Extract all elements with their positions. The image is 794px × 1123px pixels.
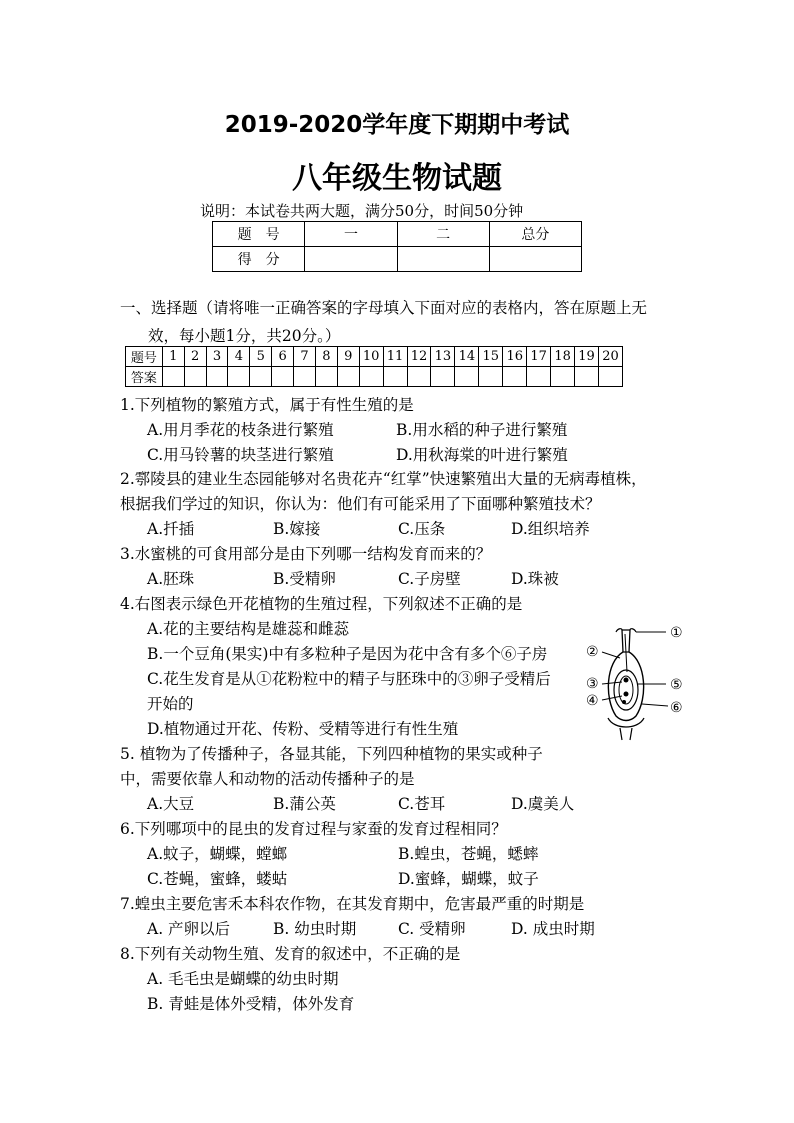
answer-cell[interactable] <box>294 367 316 387</box>
answer-cell[interactable] <box>407 367 431 387</box>
answer-cell[interactable] <box>315 367 337 387</box>
q5-option-a: A.大豆 <box>147 795 195 813</box>
q3-option-d: D.珠被 <box>511 570 559 588</box>
q5-option-c: C.苍耳 <box>398 795 446 813</box>
q4-option-c-line1: C.花生发育是从①花粉粒中的精子与胚珠中的③卵子受精后 <box>147 670 551 688</box>
q5-option-d: D.虞美人 <box>511 795 575 813</box>
answer-table-number: 1 <box>162 347 184 367</box>
answer-table-number: 6 <box>272 347 294 367</box>
q7-option-a: A. 产卵以后 <box>147 920 231 938</box>
q2-option-c: C.压条 <box>398 520 446 538</box>
q2-option-d: D.组织培养 <box>511 520 590 538</box>
q4-option-a: A.花的主要结构是雄蕊和雌蕊 <box>147 620 350 638</box>
answer-table-number: 11 <box>383 347 407 367</box>
q4-option-d: D.植物通过开花、传粉、受精等进行有性生殖 <box>147 720 459 738</box>
answer-table-number: 7 <box>294 347 316 367</box>
q3-option-a: A.胚珠 <box>147 570 195 588</box>
answer-table-number: 14 <box>455 347 479 367</box>
q4-option-b: B.一个豆角(果实)中有多粒种子是因为花中含有多个⑥子房 <box>147 645 548 663</box>
q1-option-c: C.用马铃薯的块茎进行繁殖 <box>147 446 334 464</box>
q3-stem: 3.水蜜桃的可食用部分是由下列哪一结构发育而来的？ <box>120 545 492 563</box>
answer-table <box>125 346 623 387</box>
section-heading-line2: 效，每小题1分，共20分。） <box>148 327 341 345</box>
section-heading-line1: 一、选择题（请将唯一正确答案的字母填入下面对应的表格内，答在原题上无 <box>120 299 648 317</box>
score-header-label: 题 号 <box>213 222 305 247</box>
answer-table-number: 13 <box>431 347 455 367</box>
answer-cell[interactable] <box>228 367 250 387</box>
q7-option-c: C. 受精卵 <box>398 920 466 938</box>
q6-option-b: B.蝗虫，苍蝇，蟋蟀 <box>398 845 539 863</box>
score-header-part1: 一 <box>305 222 397 247</box>
q4-option-c-line2: 开始的 <box>147 695 194 713</box>
answer-cell[interactable] <box>184 367 206 387</box>
answer-table-number: 18 <box>551 347 575 367</box>
score-header-total: 总分 <box>489 222 581 247</box>
q2-option-b: B.嫁接 <box>273 520 321 538</box>
answer-table-q-label: 题号 <box>126 347 163 367</box>
answer-table-number: 10 <box>359 347 383 367</box>
q8-option-a: A. 毛毛虫是蝴蝶的幼虫时期 <box>147 970 339 988</box>
answer-cell[interactable] <box>479 367 503 387</box>
exam-instructions: 说明：本试卷共两大题，满分50分，时间50分钟 <box>200 202 524 220</box>
score-cell[interactable] <box>397 247 489 272</box>
score-table <box>212 221 582 272</box>
q5-stem-line1: 5. 植物为了传播种子，各显其能，下列四种植物的果实或种子 <box>120 745 543 763</box>
answer-cell[interactable] <box>575 367 599 387</box>
exam-title: 2019-2020学年度下期期中考试 <box>224 112 570 138</box>
figure-label-4: ④ <box>586 693 599 709</box>
q6-option-a: A.蚊子，蝴蝶，螳螂 <box>147 845 288 863</box>
answer-cell[interactable] <box>431 367 455 387</box>
q8-stem: 8.下列有关动物生殖、发育的叙述中，不正确的是 <box>120 945 461 963</box>
answer-table-number: 9 <box>337 347 359 367</box>
q6-option-c: C.苍蝇，蜜蜂，蝼蛄 <box>147 870 288 888</box>
q1-option-b: B.用水稻的种子进行繁殖 <box>396 421 568 439</box>
answer-table-number: 16 <box>503 347 527 367</box>
answer-cell[interactable] <box>272 367 294 387</box>
answer-table-number: 19 <box>575 347 599 367</box>
score-cell[interactable] <box>305 247 397 272</box>
q1-option-d: D.用秋海棠的叶进行繁殖 <box>396 446 568 464</box>
q7-stem: 7.蝗虫主要危害禾本科农作物，在其发育期中，危害最严重的时期是 <box>120 895 585 913</box>
answer-cell[interactable] <box>162 367 184 387</box>
figure-label-2: ② <box>586 644 599 660</box>
q5-option-b: B.蒲公英 <box>273 795 336 813</box>
answer-cell[interactable] <box>527 367 551 387</box>
q7-option-b: B. 幼虫时期 <box>273 920 357 938</box>
q7-option-d: D. 成虫时期 <box>511 920 595 938</box>
score-header-part2: 二 <box>397 222 489 247</box>
answer-table-number: 4 <box>228 347 250 367</box>
answer-table-number: 8 <box>315 347 337 367</box>
q2-stem-line2: 根据我们学过的知识，你认为：他们有可能采用了下面哪种繁殖技术？ <box>120 495 601 513</box>
figure-label-5: ⑤ <box>670 677 683 693</box>
figure-label-3: ③ <box>586 676 599 692</box>
answer-cell[interactable] <box>551 367 575 387</box>
answer-table-number: 17 <box>527 347 551 367</box>
answer-cell[interactable] <box>337 367 359 387</box>
q3-option-c: C.子房壁 <box>398 570 461 588</box>
answer-table-number: 20 <box>599 347 623 367</box>
q1-option-a: A.用月季花的枝条进行繁殖 <box>147 421 334 439</box>
exam-subtitle: 八年级生物试题 <box>292 161 502 196</box>
q5-stem-line2: 中，需要依靠人和动物的活动传播种子的是 <box>120 770 415 788</box>
q2-option-a: A.扦插 <box>147 520 195 538</box>
answer-cell[interactable] <box>359 367 383 387</box>
q1-stem: 1.下列植物的繁殖方式，属于有性生殖的是 <box>120 396 414 414</box>
answer-cell[interactable] <box>250 367 272 387</box>
answer-cell[interactable] <box>503 367 527 387</box>
q4-stem: 4.右图表示绿色开花植物的生殖过程，下列叙述不正确的是 <box>120 595 523 613</box>
q3-option-b: B.受精卵 <box>273 570 336 588</box>
flower-reproduction-diagram <box>584 622 688 742</box>
q8-option-b: B. 青蛙是体外受精，体外发育 <box>147 995 355 1013</box>
answer-cell[interactable] <box>599 367 623 387</box>
answer-table-number: 5 <box>250 347 272 367</box>
answer-table-number: 15 <box>479 347 503 367</box>
q2-stem-line1: 2.鄠陵县的建业生态园能够对名贵花卉“红掌”快速繁殖出大量的无病毒植株， <box>120 470 647 488</box>
score-cell[interactable] <box>489 247 581 272</box>
answer-table-a-label: 答案 <box>126 367 163 387</box>
answer-table-number: 12 <box>407 347 431 367</box>
figure-label-1: ① <box>670 625 683 641</box>
answer-cell[interactable] <box>383 367 407 387</box>
answer-cell[interactable] <box>455 367 479 387</box>
answer-table-number: 2 <box>184 347 206 367</box>
answer-table-number: 3 <box>206 347 228 367</box>
q6-option-d: D.蜜蜂，蝴蝶，蚊子 <box>398 870 539 888</box>
figure-label-6: ⑥ <box>670 700 683 716</box>
score-row-label: 得 分 <box>213 247 305 272</box>
answer-cell[interactable] <box>206 367 228 387</box>
q6-stem: 6.下列哪项中的昆虫的发育过程与家蚕的发育过程相同？ <box>120 820 507 838</box>
